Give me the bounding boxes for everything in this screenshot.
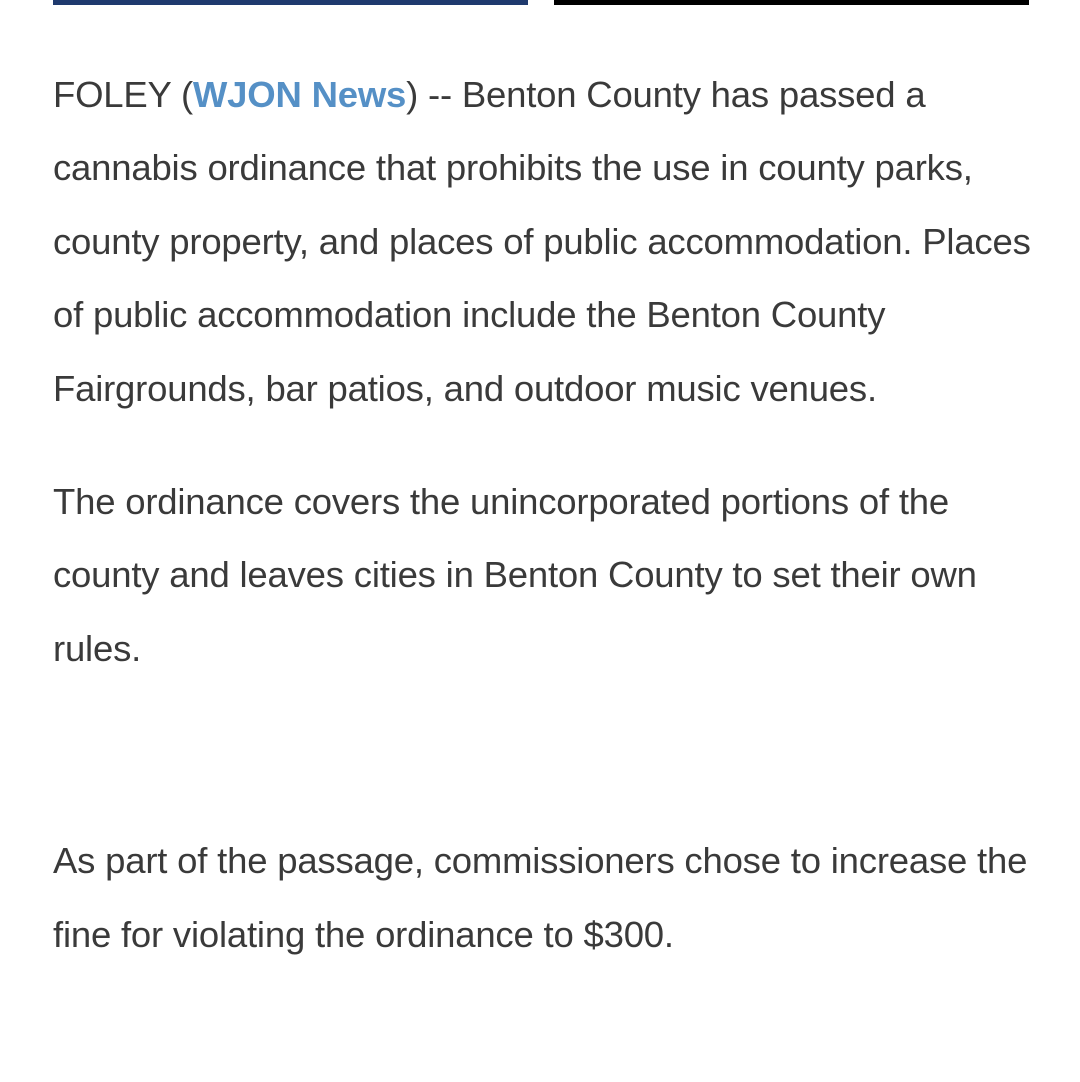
dateline: FOLEY ( (53, 74, 193, 115)
article-body (53, 58, 1033, 971)
paragraph-1-text: ) -- Benton County has passed a cannabis ordinance that prohibits the use in county parks, county property, and places of public accommodation. Places of public accommodation include the Benton County Fairgrounds, bar patios, and outdoor music venues. (53, 74, 1031, 409)
right-tab-bar (554, 0, 1029, 5)
top-decor-bars (0, 0, 1080, 6)
source-link[interactable]: WJON News (192, 74, 407, 115)
article-paragraph-3: As part of the passage, commissioners chose to increase the fine for violating the ordinance to $300. (53, 840, 1028, 955)
left-tab-bar (53, 0, 528, 5)
article-paragraph-2: The ordinance covers the unincorporated portions of the county and leaves cities in Benton County to set their own rules. (53, 481, 977, 669)
article-paragraph-1 (53, 58, 1033, 425)
